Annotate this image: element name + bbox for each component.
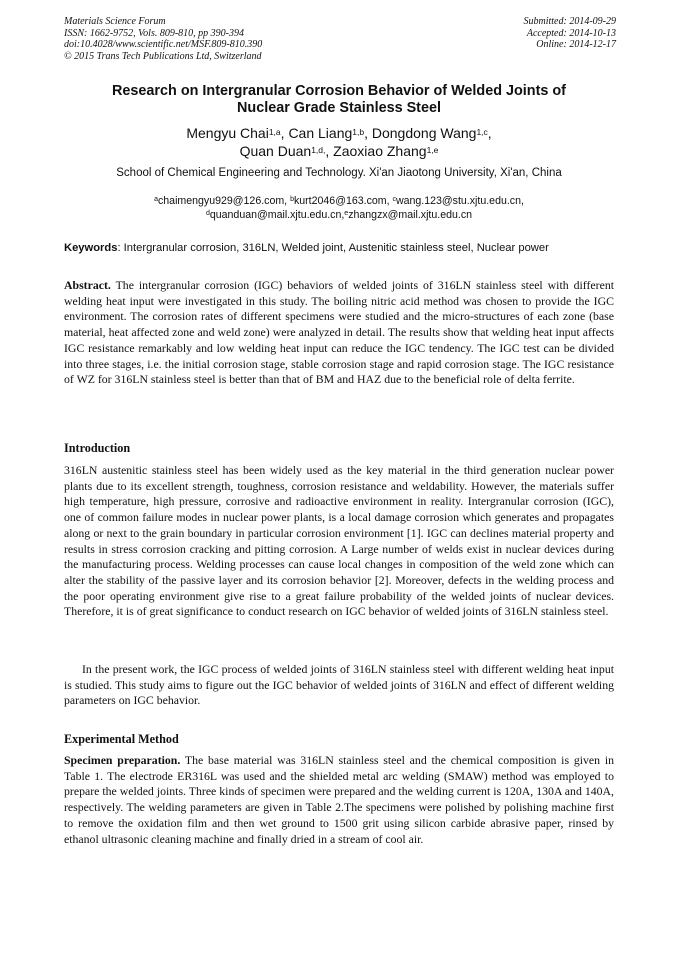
author-separator: ,: [280, 125, 289, 141]
author-separator: ,: [487, 125, 492, 141]
specimen-preparation-text: The base material was 316LN stainless steel and the chemical composition is given in Table 1. The electrode ER316L was used and the shielded metal arc welding (SMAW) method was employed to prepare the welded joints. Three kinds of specimen were prepared and the welding current is 120A, 130A and 140A, respectively. The welding parameters are given in Table 2.The specimens were polished by polishing machine first to remove the oxidation film and then wet ground to 1500 grit using silicon carbide abrasive paper, rinsed by ethanol ultrasonic cleaning machine and finally dried in a stream of cool air.: [64, 753, 614, 846]
email-address: chaimengyu929@126.com,: [157, 195, 291, 207]
author-name: Can Liang: [288, 125, 353, 141]
author-affil-sup: 1,e: [426, 145, 439, 155]
submission-dates: [524, 16, 617, 51]
keywords-label: Keywords: [64, 242, 118, 254]
journal-name: Materials Science Forum: [64, 16, 166, 27]
author-affil-sup: 1,b: [352, 127, 365, 137]
submitted-date: Submitted: 2014-09-29: [523, 16, 616, 27]
email-sup: d: [205, 210, 210, 217]
affiliation: School of Chemical Engineering and Technology. Xi'an Jiaotong University, Xi'an, China: [116, 167, 562, 179]
journal-copyright: © 2015 Trans Tech Publications Ltd, Switzerland: [64, 50, 262, 62]
abstract-label: Abstract.: [64, 278, 111, 292]
online-date: Online: 2014-12-17: [536, 39, 616, 51]
abstract-paragraph: [64, 278, 614, 388]
journal-issn: ISSN: 1662-9752, Vols. 809-810, pp 390-394: [64, 27, 244, 39]
title-line-2: Nuclear Grade Stainless Steel: [237, 100, 441, 116]
email-list: [64, 194, 614, 222]
author-name: Zaoxiao Zhang: [333, 143, 427, 159]
email-address: quanduan@mail.xjtu.edu.cn,: [209, 209, 345, 221]
journal-doi: doi:10.4028/www.scientific.net/MSF.809-810.390: [64, 39, 263, 51]
email-address: kurt2046@163.com,: [293, 195, 393, 207]
author-name: Mengyu Chai: [186, 125, 269, 141]
author-list: [64, 124, 614, 160]
introduction-heading: Introduction: [64, 441, 131, 455]
keywords-text: : Intergranular corrosion, 316LN, Welded joint, Austenitic stainless steel, Nuclear power: [117, 242, 549, 254]
email-address: zhangzx@mail.xjtu.edu.cn: [348, 209, 473, 221]
specimen-preparation-label: Specimen preparation.: [64, 753, 181, 767]
title-line-1: Research on Intergranular Corrosion Behavior of Welded Joints of: [112, 83, 566, 99]
introduction-paragraph-2: In the present work, the IGC process of welded joints of 316LN stainless steel with different welding heat input is studied. This study aims to figure out the IGC behavior of welded joints of 316LN and effect of different welding parameters on IGC behavior.: [64, 662, 614, 708]
author-name: Quan Duan: [239, 143, 312, 159]
email-sup: c: [392, 196, 396, 203]
author-affil-sup: 1,d,: [311, 145, 326, 155]
author-separator: ,: [364, 125, 372, 141]
email-address: wang.123@stu.xjtu.edu.cn,: [395, 195, 524, 207]
experimental-heading: Experimental Method: [64, 732, 179, 746]
paper-title: [64, 83, 614, 117]
abstract-text: The intergranular corrosion (IGC) behaviors of welded joints of 316LN stainless steel with different welding heat input were investigated in this study. The boiling nitric acid method was chosen to provide the IGC environment. The corrosion rates of different specimens were studied and the micro-structures of each zone (base material, heat affected zone and weld zone) were analyzed in detail. The results show that welding heat input affects IGC resistance remarkably and low welding heat input can reduce the IGC tendency. The IGC test can be divided into three stages, i.e. the initial corrosion stage, stable corrosion stage and rapid corrosion stage. The IGC resistance of WZ for 316LN stainless steel is better than that of BM and HAZ due to the beneficial role of delta ferrite.: [64, 278, 614, 387]
journal-info: [64, 16, 262, 62]
email-sup: b: [290, 196, 294, 203]
author-affil-sup: 1,a: [268, 127, 281, 137]
accepted-date: Accepted: 2014-10-13: [526, 27, 616, 39]
author-separator: ,: [325, 143, 334, 159]
keywords-line: [64, 242, 624, 254]
specimen-preparation-paragraph: [64, 753, 614, 847]
introduction-paragraph-1: 316LN austenitic stainless steel has been widely used as the key material in the third generation nuclear power plants due to its excellent strength, toughness, corrosion resistance and weldability. However, the materials suffer high temperature, high pressure, corrosive and radioactive environment in reality. Intergranular corrosion (IGC), one of common failure modes in nuclear power plants, is a local damage corrosion which generates and propagates along or next to the grain boundary in particular corrosion environment [1]. IGC can declines material property and results in stress corrosion cracking and pitting corrosion. A Large number of welds exist in nuclear devices during the manufacturing process. Welding processes can cause local changes in composition of the weld zone which can alter the stability of the passive layer and its corrosion behavior [2]. Moreover, defects in the welding process and the poor operating environment give rise to a great failure probability of the welded joints of nuclear devices. Therefore, it is of great significance to conduct research on IGC behavior of welded joints of 316LN stainless steel.: [64, 463, 614, 619]
email-sup: e: [344, 210, 349, 217]
email-sup: a: [154, 196, 158, 203]
author-name: Dongdong Wang: [371, 125, 477, 141]
author-affil-sup: 1,c: [476, 127, 488, 137]
